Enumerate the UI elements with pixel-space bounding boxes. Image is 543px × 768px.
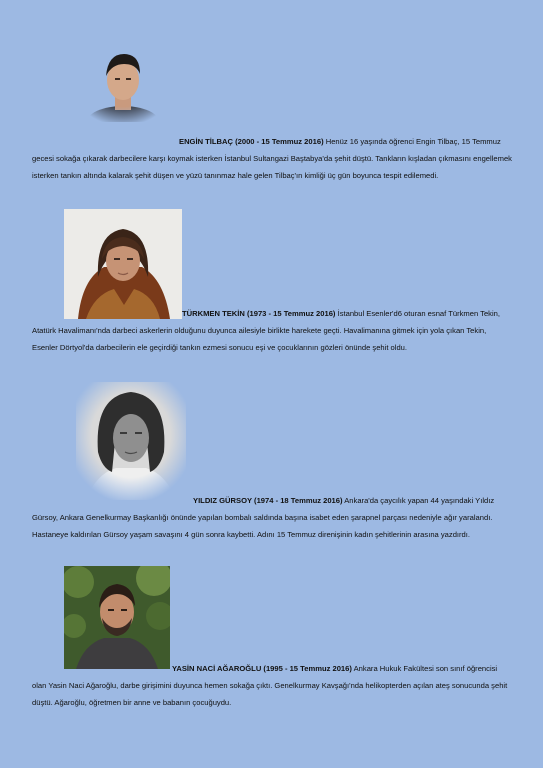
portrait-photo-engin-tilbac: [78, 42, 168, 122]
entry-text: Henüz 16 yaşında öğrenci Engin Tilbaç, 15 Temmuz gecesi sokağa çıkarak darbecilere karşı koymak isterken İstanbul Sultangazi Baştabya'da şehit düştü. Tankların kışladan çıkmasını engellemek isterken tankın altında kalarak şehit düşen ve yüzü tanınmaz hale gelen Tilbaç'ın kimliği üç gün boyunca tespit edilemedi.: [32, 137, 512, 180]
portrait-photo-yasin-naci-agaroglu: [64, 566, 170, 669]
entry-text: İstanbul Esenler'd6 oturan esnaf Türkmen Tekin, Atatürk Havalimanı'nda darbeci askerlerin olduğunu duyunca ailesiyle birlikte harekete geçti. Havalimanına gitmek için yola çıkan Tekin, Esenler Dörtyol'da darbecilerin ele geçirdiği tankın ezmesi sonucu eşi ve çocuklarının gözleri önünde şehit oldu.: [32, 309, 500, 352]
entry-yildiz-gursoy: [32, 492, 512, 543]
portrait-photo-yildiz-gursoy: [76, 382, 186, 500]
entry-name: ENGİN TİLBAÇ (2000 - 15 Temmuz 2016): [179, 137, 324, 146]
entry-text: Ankara'da çaycılık yapan 44 yaşındaki Yıldız Gürsoy, Ankara Genelkurmay Başkanlığı önünde yapılan bombalı saldında başına isabet eden şarapnel parçası nedeniyle ağır yaralandı. Hastaneye kaldırılan Gürsoy yaşam savaşını 4 gün sonra kaybetti. Adını 15 Temmuz direnişinin kadın şehitlerinin arasına yazdırdı.: [32, 496, 495, 539]
entry-name: YILDIZ GÜRSOY (1974 - 18 Temmuz 2016): [193, 496, 343, 505]
entry-text: Ankara Hukuk Fakültesi son sınıf öğrencisi olan Yasin Naci Ağaroğlu, darbe girişimini duyunca hemen sokağa çıktı. Genelkurmay Kavşağı'nda helikopterden açılan ateş sonucunda şehit düştü. Ağaroğlu, öğretmen bir anne ve babanın çocuğuydu.: [32, 664, 508, 707]
portrait-photo-turkmen-tekin: [64, 209, 182, 319]
entry-engin-tilbac: [32, 133, 512, 184]
entry-turkmen-tekin: [32, 305, 512, 356]
entry-yasin-naci-agaroglu: [32, 660, 512, 711]
entry-name: TÜRKMEN TEKİN (1973 - 15 Temmuz 2016): [182, 309, 336, 318]
entry-name: YASİN NACİ AĞAROĞLU (1995 - 15 Temmuz 2016): [172, 664, 352, 673]
